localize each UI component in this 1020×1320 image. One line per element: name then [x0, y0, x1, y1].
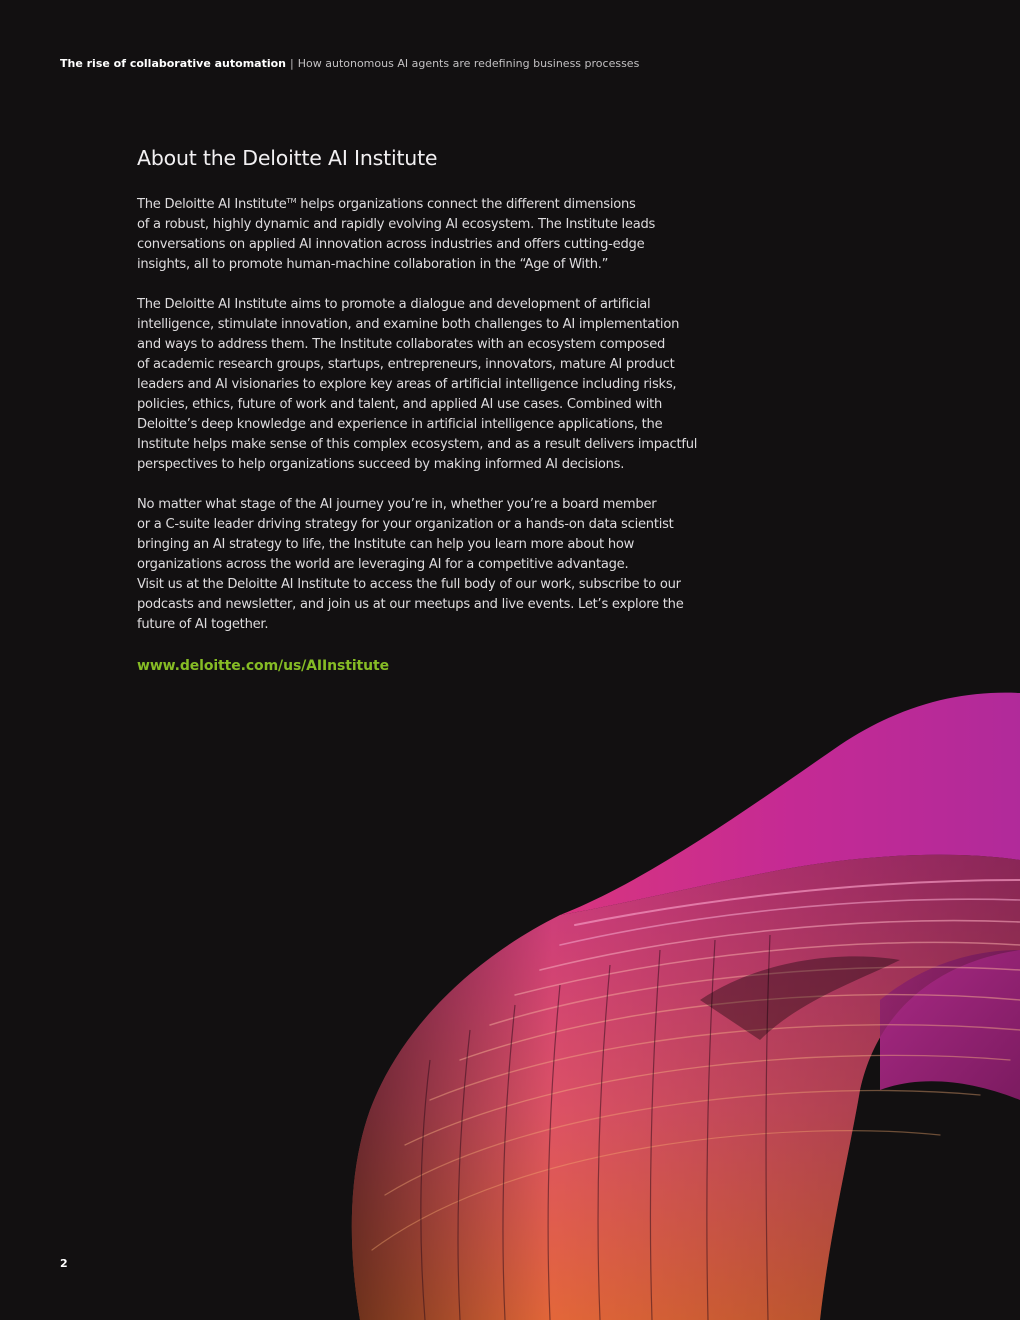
ai-institute-link[interactable]: www.deloitte.com/us/AIInstitute: [137, 658, 389, 674]
about-section: [137, 145, 707, 674]
header-separator: |: [290, 57, 294, 70]
paragraph-journey: [137, 495, 707, 635]
paragraph-line: conversations on applied AI innovation across industries and offers cutting-edge: [137, 237, 645, 252]
paragraph-mission: [137, 295, 707, 475]
paragraph-line: Visit us at the Deloitte AI Institute to access the full body of our work, subscribe to our: [137, 577, 681, 592]
paragraph-intro: [137, 191, 707, 275]
paragraph-line: perspectives to help organizations succeed by making informed AI decisions.: [137, 457, 625, 472]
paragraph-line: Institute helps make sense of this complex ecosystem, and as a result delivers impactful: [137, 437, 698, 452]
report-title: The rise of collaborative automation: [60, 57, 287, 70]
paragraph-line: podcasts and newsletter, and join us at our meetups and live events. Let’s explore the: [137, 597, 684, 612]
text-fragment: The Deloitte AI Institute: [137, 197, 287, 212]
paragraph-line: of academic research groups, startups, entrepreneurs, innovators, mature AI product: [137, 357, 675, 372]
paragraph-line: Deloitte’s deep knowledge and experience in artificial intelligence applications, the: [137, 417, 663, 432]
section-title: About the Deloitte AI Institute: [137, 146, 438, 170]
paragraph-line: of a robust, highly dynamic and rapidly evolving AI ecosystem. The Institute leads: [137, 217, 656, 232]
paragraph-line: No matter what stage of the AI journey you’re in, whether you’re a board member: [137, 497, 657, 512]
paragraph-line: insights, all to promote human-machine collaboration in the “Age of With.”: [137, 257, 609, 272]
paragraph-line: intelligence, stimulate innovation, and examine both challenges to AI implementation: [137, 317, 680, 332]
paragraph-line: policies, ethics, future of work and talent, and applied AI use cases. Combined with: [137, 397, 663, 412]
paragraph-line: or a C-suite leader driving strategy for your organization or a hands-on data scientist: [137, 517, 674, 532]
page-number: 2: [60, 1257, 68, 1270]
text-fragment: helps organizations connect the different dimensions: [296, 197, 636, 212]
paragraph-line: organizations across the world are leveraging AI for a competitive advantage.: [137, 557, 629, 572]
trademark-mark: TM: [286, 197, 297, 205]
paragraph-line: leaders and AI visionaries to explore key areas of artificial intelligence including risks,: [137, 377, 677, 392]
paragraph-line: [137, 191, 707, 215]
paragraph-line: bringing an AI strategy to life, the Institute can help you learn more about how: [137, 537, 635, 552]
running-header: [60, 57, 639, 70]
paragraph-line: and ways to address them. The Institute collaborates with an ecosystem composed: [137, 337, 666, 352]
report-subtitle: How autonomous AI agents are redefining business processes: [297, 57, 640, 70]
paragraph-line: future of AI together.: [137, 617, 269, 632]
paragraph-line: The Deloitte AI Institute aims to promote a dialogue and development of artificial: [137, 297, 651, 312]
